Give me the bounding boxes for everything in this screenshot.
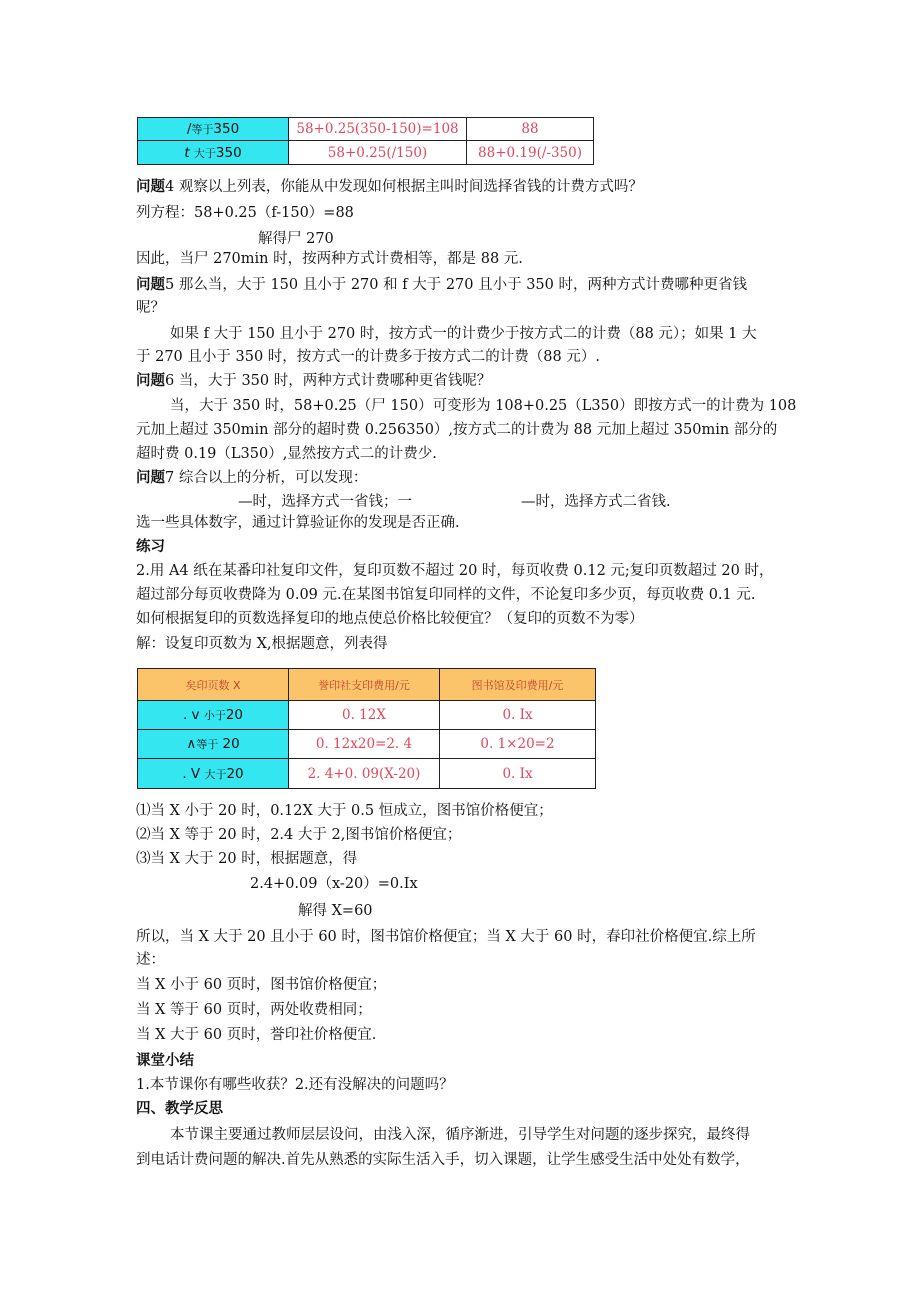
label-prefix: / xyxy=(186,121,192,137)
paragraph: 元加上超过 350min 部分的超时费 0.256350）,按方式二的计费为 88 元加上超过 350min 部分的 xyxy=(136,422,778,438)
row-label xyxy=(138,730,289,759)
label-small: 等于 xyxy=(191,123,214,136)
question-label: 问题 xyxy=(136,373,165,389)
row-label xyxy=(138,141,289,165)
paragraph: 选一些具体数字，通过计算验证你的发现是否正确. xyxy=(136,515,460,531)
question-label: 问题 xyxy=(136,277,165,293)
label-small: 大于 xyxy=(204,767,227,781)
case-1: ⑴当 X 小于 20 时，0.12X 大于 0.5 恒成立，图书馆价格便宜； xyxy=(136,803,553,819)
label-prefix: t xyxy=(184,144,190,161)
question-text: 4 观察以上列表，你能从中发现如何根据主叫时间选择省钱的计费方式吗？ xyxy=(165,179,643,195)
table-cell: 0. Ix xyxy=(440,701,596,730)
paragraph: 当，大于 350 时，58+0.25（尸 150）可变形为 108+0.25（L350）即按方式一的计费为 108 xyxy=(170,398,797,414)
question-7 xyxy=(136,468,367,488)
summary-text: 当 X 等于 60 页时，两处收费相同； xyxy=(136,1002,372,1018)
row-label xyxy=(138,759,289,789)
summary-text: 所以，当 X 大于 20 且小于 60 时，图书馆价格便宜；当 X 大于 60 时，春印社价格便宜.综上所 xyxy=(136,929,756,945)
question-6 xyxy=(136,371,491,391)
table-cell: 2. 4+0. 09(X-20) xyxy=(289,759,440,789)
table-row xyxy=(138,118,594,141)
table-row xyxy=(138,141,594,165)
label-num: 350 xyxy=(215,144,242,161)
blank-statement-1: —时，选择方式一省钱；一 xyxy=(238,494,412,510)
table-cell: 88 xyxy=(467,118,594,141)
pricing-table-1 xyxy=(137,117,594,165)
question-text: 7 综合以上的分析，可以发现： xyxy=(165,470,368,486)
question-text: 5 那么当，大于 150 且小于 270 和 f 大于 270 且小于 350 时，两种方式计费哪种更省钱 xyxy=(165,277,747,293)
question-5 xyxy=(136,275,747,295)
column-header: 图书馆及印费用/元 xyxy=(440,669,596,701)
paragraph: 到电话计费问题的解决.首先从熟悉的实际生活入手，切入课题，让学生感受生活中处处有数学， xyxy=(136,1152,750,1168)
paragraph: 本节课主要通过教师层层设问，由浅入深，循序渐进，引导学生对问题的逐步探究，最终得 xyxy=(170,1127,750,1143)
exercise-text: 如何根据复印的页数选择复印的地点使总价格比较便宜？（复印的页数不为零） xyxy=(136,611,644,627)
case-3: ⑶当 X 大于 20 时，根据题意，得 xyxy=(136,851,358,867)
row-label xyxy=(138,118,289,141)
column-header: 矣印页数 X xyxy=(138,669,289,701)
row-label xyxy=(138,701,289,730)
question-5-cont: 呢？ xyxy=(136,300,165,316)
paragraph: 如果 f 大于 150 且小于 270 时，按方式一的计费少于按方式二的计费（88 元）；如果 1 大 xyxy=(170,326,757,342)
pricing-table-2 xyxy=(137,668,596,789)
label-prefix: ∧ xyxy=(186,736,197,752)
table-row xyxy=(138,701,596,730)
section-heading: 练习 xyxy=(136,539,165,555)
summary-text: 当 X 小于 60 页时，图书馆价格便宜； xyxy=(136,977,387,993)
blank-statement-2: —时，选择方式二省钱. xyxy=(521,494,671,510)
label-num: 20 xyxy=(222,736,240,752)
label-small: 大于 xyxy=(193,146,216,160)
label-num: 20 xyxy=(225,707,244,723)
paragraph: 于 270 且小于 350 时，按方式一的计费多于按方式二的计费（88 元）. xyxy=(136,349,600,365)
section-heading: 四、教学反思 xyxy=(136,1101,223,1117)
table-cell: 0. 1×20=2 xyxy=(440,730,596,759)
exercise-text: 解：设复印页数为 X,根据题意，列表得 xyxy=(136,636,388,652)
label-prefix: . V xyxy=(182,765,201,782)
table-cell: 58+0.25(/150) xyxy=(289,141,467,165)
question-4 xyxy=(136,177,643,197)
label-small: 等于 xyxy=(196,738,219,751)
label-num: 350 xyxy=(213,121,240,137)
table-cell: 0. 12x20=2. 4 xyxy=(289,730,440,759)
table-cell: 58+0.25(350-150)=108 xyxy=(289,118,467,141)
exercise-text: 超过部分每页收费降为 0.09 元.在某图书馆复印同样的文件，不论复印多少页，每页收费 0.1 元. xyxy=(136,587,756,603)
label-num: 20 xyxy=(226,765,244,782)
table-cell: 0. 12X xyxy=(289,701,440,730)
label-prefix: . v xyxy=(182,707,200,723)
table-row xyxy=(138,730,596,759)
conclusion-1: 因此，当尸 270min 时，按两种方式计费相等，都是 88 元. xyxy=(136,251,523,267)
table-row xyxy=(138,759,596,789)
question-text: 6 当，大于 350 时，两种方式计费哪种更省钱呢？ xyxy=(165,373,492,389)
equation-2: 2.4+0.09（x-20）=0.Ix xyxy=(250,876,418,892)
equation-1: 列方程：58+0.25（f-150）=88 xyxy=(136,205,354,221)
table-cell: 0. Ix xyxy=(440,759,596,789)
question-label: 问题 xyxy=(136,179,165,195)
solution-1: 解得尸 270 xyxy=(258,231,334,247)
exercise-text: 2.用 A4 纸在某番印社复印文件，复印页数不超过 20 时，每页收费 0.12 元;复印页数超过 20 时， xyxy=(136,563,774,579)
paragraph: 1.本节课你有哪些收获？2.还有没解决的问题吗？ xyxy=(136,1077,454,1093)
solution-2: 解得 X=60 xyxy=(298,903,373,919)
section-heading: 课堂小结 xyxy=(136,1053,194,1069)
column-header: 誉印社支印费用/元 xyxy=(289,669,440,701)
question-label: 问题 xyxy=(136,470,165,486)
paragraph: 超时费 0.19（L350）,显然按方式二的计费少. xyxy=(136,446,437,462)
table-cell: 88+0.19(/-350) xyxy=(467,141,594,165)
label-small: 小于 xyxy=(203,709,226,722)
case-2: ⑵当 X 等于 20 时，2.4 大于 2,图书馆价格便宜； xyxy=(136,827,462,843)
summary-text: 述： xyxy=(136,952,165,968)
summary-text: 当 X 大于 60 页时，誉印社价格便宜. xyxy=(136,1027,377,1043)
table-header-row xyxy=(138,669,596,701)
